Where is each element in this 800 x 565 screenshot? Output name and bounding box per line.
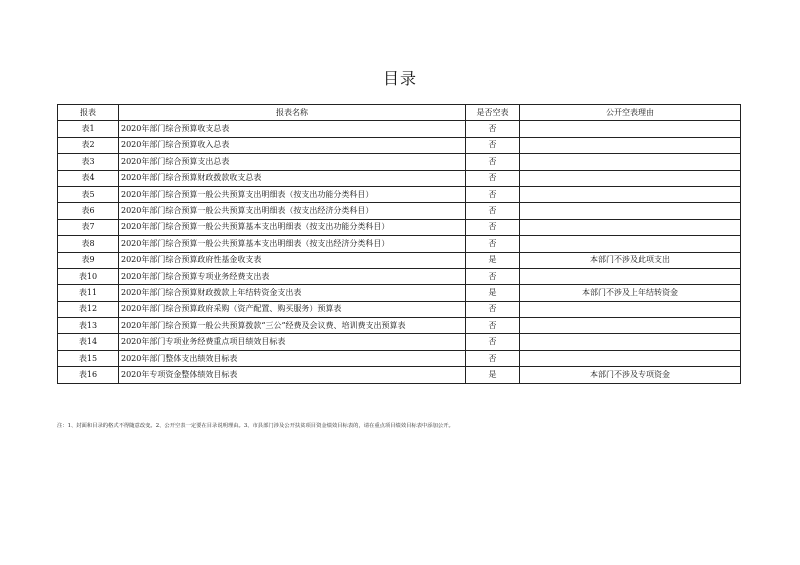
is-empty-cell: 否 xyxy=(466,203,520,219)
report-code-cell: 表6 xyxy=(58,203,119,219)
report-name-cell: 2020年部门综合预算一般公共预算基本支出明细表（按支出经济分类科目） xyxy=(119,236,466,252)
is-empty-cell: 否 xyxy=(466,121,520,137)
report-name-cell: 2020年部门综合预算收入总表 xyxy=(119,137,466,153)
catalog-table xyxy=(57,104,741,384)
report-name-cell: 2020年部门整体支出绩效目标表 xyxy=(119,350,466,366)
empty-reason-cell: 本部门不涉及此项支出 xyxy=(520,252,741,268)
empty-reason-cell: 本部门不涉及专项资金 xyxy=(520,367,741,383)
report-name-cell: 2020年部门综合预算财政拨款收支总表 xyxy=(119,170,466,186)
report-name-cell: 2020年部门综合预算一般公共预算拨款“三公”经费及会议费、培训费支出预算表 xyxy=(119,318,466,334)
is-empty-cell: 否 xyxy=(466,318,520,334)
report-code-cell: 表16 xyxy=(58,367,119,383)
report-code-cell: 表4 xyxy=(58,170,119,186)
is-empty-cell: 否 xyxy=(466,170,520,186)
table-row xyxy=(58,301,741,317)
empty-reason-cell xyxy=(520,350,741,366)
is-empty-cell: 否 xyxy=(466,154,520,170)
is-empty-cell: 否 xyxy=(466,137,520,153)
table-row xyxy=(58,334,741,350)
table-row xyxy=(58,268,741,284)
is-empty-cell: 否 xyxy=(466,334,520,350)
report-name-cell: 2020年部门专项业务经费重点项目绩效目标表 xyxy=(119,334,466,350)
report-code-cell: 表10 xyxy=(58,268,119,284)
header-is-empty: 是否空表 xyxy=(466,105,520,121)
is-empty-cell: 是 xyxy=(466,285,520,301)
report-code-cell: 表5 xyxy=(58,186,119,202)
table-row xyxy=(58,318,741,334)
table-row xyxy=(58,121,741,137)
is-empty-cell: 否 xyxy=(466,268,520,284)
page-title: 目录 xyxy=(382,69,417,88)
report-code-cell: 表11 xyxy=(58,285,119,301)
report-name-cell: 2020年部门综合预算政府性基金收支表 xyxy=(119,252,466,268)
empty-reason-cell xyxy=(520,219,741,235)
empty-reason-cell xyxy=(520,154,741,170)
header-empty-reason: 公开空表理由 xyxy=(520,105,741,121)
footnote: 注：1、封面和目录的格式不得随意改变。2、公开空表一定要在目录说明理由。3、市县部门涉及公开扶贫项目资金绩效目标表的，请在重点项目绩效目标表中添加公开。 xyxy=(57,423,454,429)
empty-reason-cell xyxy=(520,318,741,334)
table-row xyxy=(58,367,741,383)
empty-reason-cell xyxy=(520,170,741,186)
table-row xyxy=(58,252,741,268)
report-name-cell: 2020年专项资金整体绩效目标表 xyxy=(119,367,466,383)
empty-reason-cell xyxy=(520,268,741,284)
is-empty-cell: 否 xyxy=(466,236,520,252)
report-code-cell: 表9 xyxy=(58,252,119,268)
is-empty-cell: 否 xyxy=(466,350,520,366)
report-name-cell: 2020年部门综合预算财政拨款上年结转资金支出表 xyxy=(119,285,466,301)
table-header-row xyxy=(58,105,741,121)
table-row xyxy=(58,170,741,186)
table-row xyxy=(58,350,741,366)
report-name-cell: 2020年部门综合预算收支总表 xyxy=(119,121,466,137)
report-code-cell: 表8 xyxy=(58,236,119,252)
table-row xyxy=(58,219,741,235)
table-row xyxy=(58,236,741,252)
empty-reason-cell xyxy=(520,121,741,137)
report-code-cell: 表2 xyxy=(58,137,119,153)
report-name-cell: 2020年部门综合预算一般公共预算支出明细表（按支出经济分类科目） xyxy=(119,203,466,219)
report-code-cell: 表12 xyxy=(58,301,119,317)
table-row xyxy=(58,186,741,202)
is-empty-cell: 是 xyxy=(466,252,520,268)
header-report-code: 报表 xyxy=(58,105,119,121)
table-row xyxy=(58,203,741,219)
empty-reason-cell xyxy=(520,301,741,317)
report-name-cell: 2020年部门综合预算支出总表 xyxy=(119,154,466,170)
is-empty-cell: 是 xyxy=(466,367,520,383)
report-code-cell: 表3 xyxy=(58,154,119,170)
header-report-name: 报表名称 xyxy=(119,105,466,121)
is-empty-cell: 否 xyxy=(466,186,520,202)
table-body xyxy=(58,121,741,383)
report-name-cell: 2020年部门综合预算专项业务经费支出表 xyxy=(119,268,466,284)
report-code-cell: 表14 xyxy=(58,334,119,350)
empty-reason-cell xyxy=(520,203,741,219)
report-code-cell: 表7 xyxy=(58,219,119,235)
empty-reason-cell: 本部门不涉及上年结转资金 xyxy=(520,285,741,301)
table-row xyxy=(58,285,741,301)
report-name-cell: 2020年部门综合预算一般公共预算基本支出明细表（按支出功能分类科目） xyxy=(119,219,466,235)
table-row xyxy=(58,137,741,153)
empty-reason-cell xyxy=(520,334,741,350)
empty-reason-cell xyxy=(520,137,741,153)
is-empty-cell: 否 xyxy=(466,219,520,235)
table-row xyxy=(58,154,741,170)
report-code-cell: 表13 xyxy=(58,318,119,334)
empty-reason-cell xyxy=(520,186,741,202)
report-code-cell: 表15 xyxy=(58,350,119,366)
report-name-cell: 2020年部门综合预算一般公共预算支出明细表（按支出功能分类科目） xyxy=(119,186,466,202)
report-name-cell: 2020年部门综合预算政府采购（资产配置、购买服务）预算表 xyxy=(119,301,466,317)
empty-reason-cell xyxy=(520,236,741,252)
report-code-cell: 表1 xyxy=(58,121,119,137)
is-empty-cell: 否 xyxy=(466,301,520,317)
